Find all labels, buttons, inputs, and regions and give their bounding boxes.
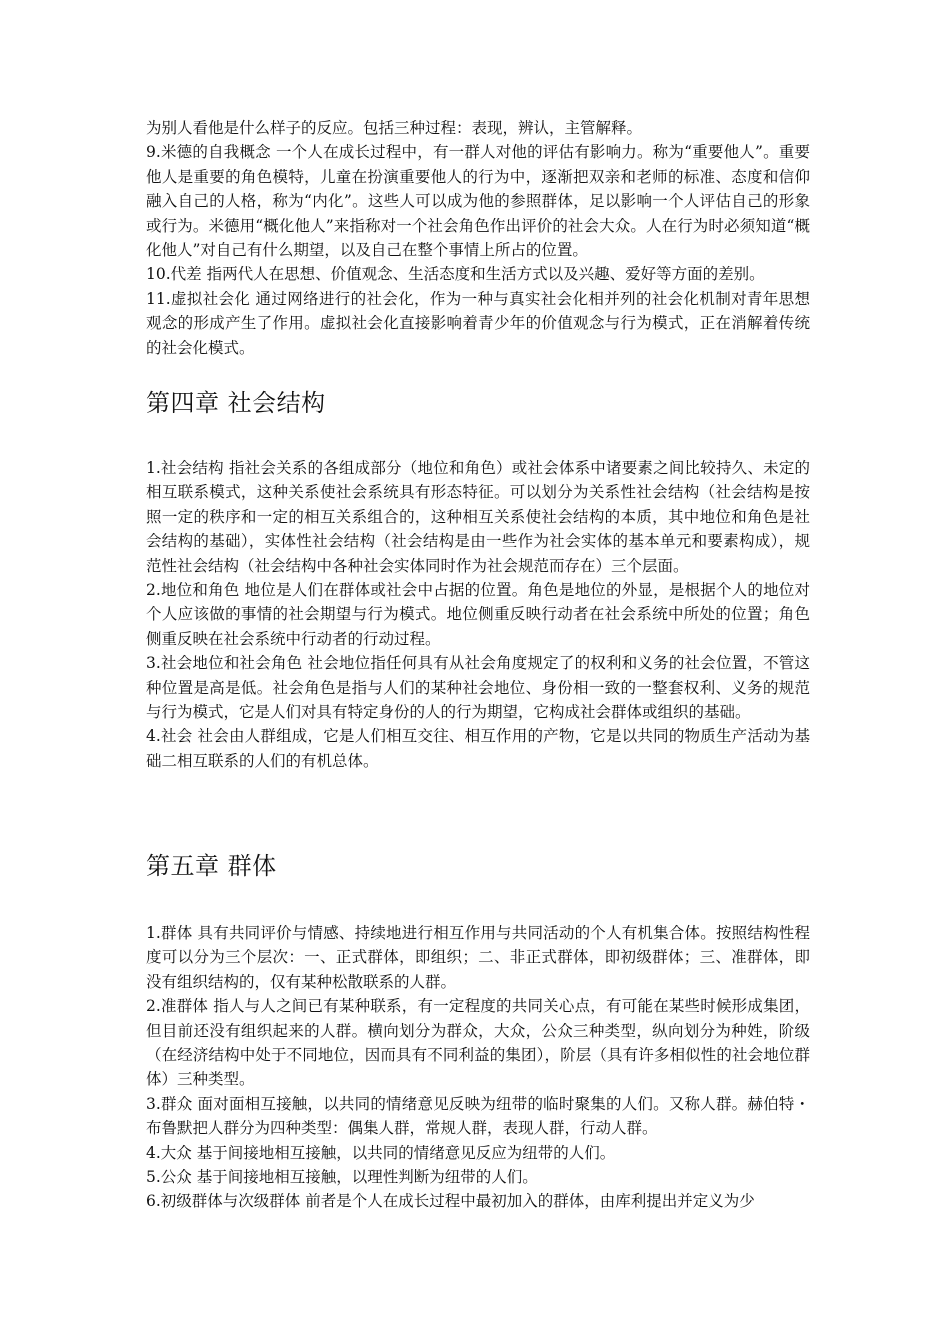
paragraph: 2.准群体 指人与人之间已有某种联系，有一定程度的共同关心点，有可能在某些时候形成集团，但目前还没有组织起来的人群。横向划分为群众，大众，公众三种类型，纵向划分为种姓，阶级（在经济结构中处于不同地位，因而具有不同利益的集团），阶层（具有许多相似性的社会地位群体）三种类型。 [146, 997, 810, 1089]
paragraph: 11.虚拟社会化 通过网络进行的社会化，作为一种与真实社会化相并列的社会化机制对青年思想观念的形成产生了作用。虚拟社会化直接影响着青少年的价值观念与行为模式，正在消解着传统的社会化模式。 [146, 289, 810, 357]
paragraph: 4.大众 基于间接地相互接触，以共同的情绪意见反应为纽带的人们。 [146, 1143, 616, 1162]
paragraph: 1.群体 具有共同评价与情感、持续地进行相互作用与共同活动的个人有机集合体。按照结构性程度可以分为三个层次：一、正式群体，即组织；二、非正式群体，即初级群体；三、准群体，即没有组织结构的，仅有某种松散联系的人群。 [146, 924, 810, 991]
paragraph: 3.社会地位和社会角色 社会地位指任何具有从社会角度规定了的权利和义务的社会位置，不管这种位置是高是低。社会角色是指与人们的某种社会地位、身份相一致的一整套权利、义务的规范与行为模式，它是人们对具有特定身份的人的行为期望，它构成社会群体或组织的基础。 [146, 654, 810, 722]
paragraph: 1.社会结构 指社会关系的各组成部分（地位和角色）或社会体系中诸要素之间比较持久、未定的相互联系模式，这种关系使社会系统具有形态特征。可以划分为关系性社会结构（社会结构是按照一定的秩序和一定的相互关系组合的，这种相互关系使社会结构的本质，其中地位和角色是社会结构的基础），实体性社会结构（社会结构是由一些作为社会实体的基本单元和要素构成），规范性社会结构（社会结构中各种社会实体同时作为社会规范而存在）三个层面。 [146, 459, 810, 575]
paragraph: 10.代差 指两代人在思想、价值观念、生活态度和生活方式以及兴趣、爱好等方面的差别。 [146, 265, 765, 284]
paragraph: 3.群众 面对面相互接触，以共同的情绪意见反映为纽带的临时聚集的人们。又称人群。赫伯特・布鲁默把人群分为四种类型：偶集人群，常规人群，表现人群，行动人群。 [146, 1094, 810, 1138]
chapter-4-heading-block [146, 387, 810, 419]
chapter-4-title: 第四章 社会结构 [146, 389, 326, 417]
paragraph: 2.地位和角色 地位是人们在群体或社会中占据的位置。角色是地位的外显，是根据个人的地位对个人应该做的事情的社会期望与行为模式。地位侧重反映行动者在社会系统中所处的位置；角色侧重反映在社会系统中行动者的行动过程。 [146, 581, 810, 648]
paragraph: 为别人看他是什么样子的反应。包括三种过程：表现，辨认，主管解释。 [146, 119, 643, 137]
paragraph: 9.米德的自我概念 一个人在成长过程中，有一群人对他的评估有影响力。称为“重要他人”。重要他人是重要的角色模特，儿童在扮演重要他人的行为中，逐渐把双亲和老师的标准、态度和信仰融入自己的人格，称为“内化”。这些人可以成为他的参照群体，足以影响一个人评估自己的形象或行为。米德用“概化他人”来指称对一个社会角色作出评价的社会大众。人在行为时必须知道“概化他人”对自己有什么期望，以及自己在整个事情上所占的位置。 [146, 143, 810, 260]
chapter-4-body [146, 456, 810, 773]
paragraph: 5.公众 基于间接地相互接触，以理性判断为纽带的人们。 [146, 1168, 538, 1187]
chapter-5-body [146, 921, 810, 1214]
chapter-5-heading-block [146, 850, 810, 882]
paragraph: 6.初级群体与次级群体 前者是个人在成长过程中最初加入的群体，由库利提出并定义为少 [146, 1192, 755, 1211]
section-continuation [146, 116, 810, 360]
paragraph: 4.社会 社会由人群组成，它是人们相互交往、相互作用的产物，它是以共同的物质生产活动为基础二相互联系的人们的有机总体。 [146, 727, 810, 770]
chapter-5-title: 第五章 群体 [146, 852, 277, 880]
